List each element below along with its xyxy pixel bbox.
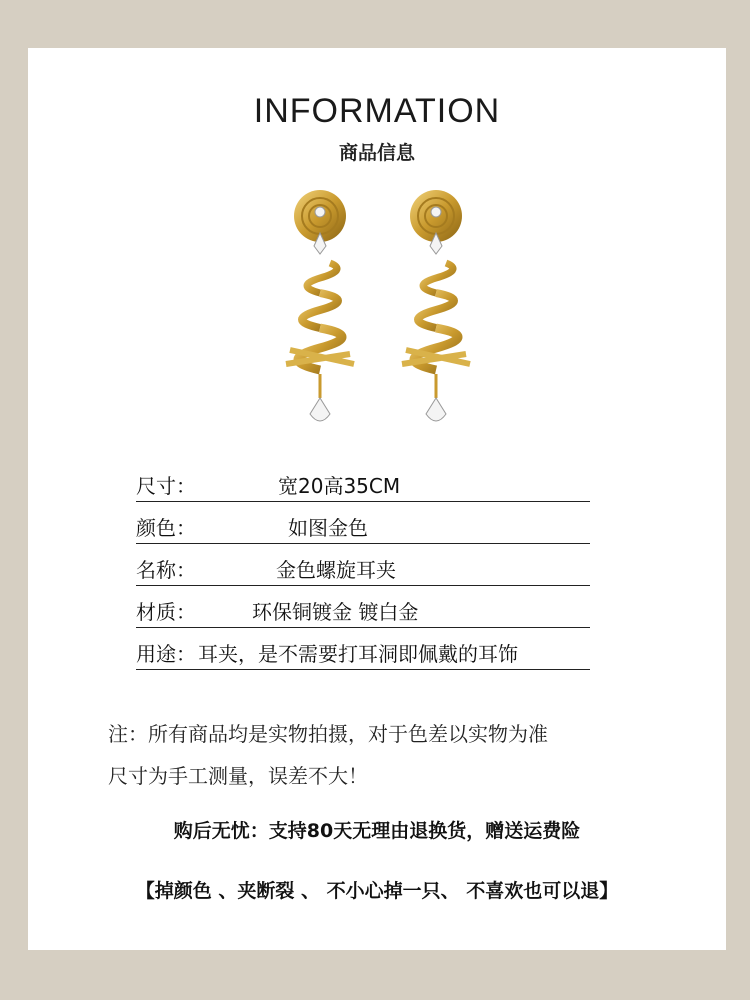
page-subtitle: 商品信息 (338, 142, 415, 164)
spec-value: 宽20高35CM (278, 474, 401, 498)
spec-table (136, 460, 590, 670)
spec-row-material (136, 586, 590, 628)
spec-value: 如图金色 (288, 516, 368, 540)
spec-label: 名称： (136, 558, 196, 582)
earring-right (402, 190, 470, 421)
spec-value: 金色螺旋耳夹 (276, 558, 396, 582)
earring-left (286, 190, 354, 421)
spec-value: 耳夹，是不需要打耳洞即佩戴的耳饰 (198, 642, 518, 666)
spec-row-size (136, 460, 590, 502)
returns-text: 【掉颜色 、夹断裂 、 不小心掉一只、 不喜欢也可以退】 (135, 880, 619, 902)
spec-label: 材质： (136, 600, 196, 624)
spec-label: 尺寸： (136, 474, 196, 498)
spec-row-name (136, 544, 590, 586)
note-line-1: 注：所有商品均是实物拍摄，对于色差以实物为准 (108, 722, 548, 746)
spec-row-color (136, 502, 590, 544)
guarantee-text: 购后无忧：支持80天无理由退换货，赠送运费险 (173, 820, 581, 842)
spec-value: 环保铜镀金 镀白金 (252, 600, 419, 624)
note-line-2: 尺寸为手工测量，误差不大！ (108, 764, 368, 788)
product-image (228, 178, 528, 438)
page-title: INFORMATION (253, 92, 501, 130)
info-card (28, 48, 726, 950)
spec-label: 用途： (136, 642, 196, 666)
spec-row-usage (136, 628, 590, 670)
spec-label: 颜色： (136, 516, 196, 540)
